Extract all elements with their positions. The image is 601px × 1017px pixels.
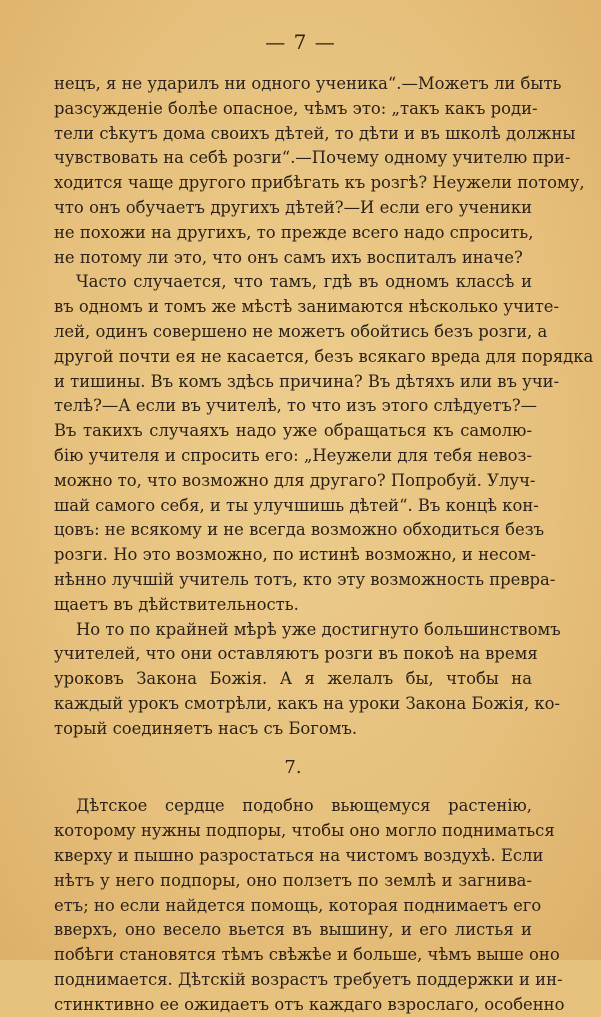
text-line: можно то, что возможно для другаго? Попробуй. Улуч- [54,470,536,490]
text-line: и тишины. Въ комъ здѣсь причина? Въ дѣтяхъ или въ учи- [54,371,560,391]
text-line: чувствовать на себѣ розги“.—Почему одному учителю при- [54,148,571,168]
text-line: розги. Но это возможно, по истинѣ возможно, и несом- [54,545,537,565]
text-line: етъ; но если найдется помощь, которая поднимаетъ его [54,895,542,915]
page-number: — 7 — [265,30,336,54]
text-line: тели сѣкутъ дома своихъ дѣтей, то дѣти и въ школѣ должны [54,123,576,143]
text-line: шай самого себя, и ты улучшишь дѣтей“. Въ концѣ кон- [54,495,539,515]
text-line: не похожи на другихъ, то прежде всего надо спросить, [54,222,534,242]
paragraph-2 [54,270,594,617]
paragraph-3 [54,618,561,742]
text-line: кверху и пышно разростаться на чистомъ воздухѣ. Если [54,845,544,865]
text-line: нѣтъ у него подпоры, оно ползетъ по землѣ и загнива- [54,870,532,890]
text-line: побѣги становятся тѣмъ свѣжѣе и больше, чѣмъ выше оно [54,945,560,965]
text-line: въ одномъ и томъ же мѣстѣ занимаются нѣсколько учите- [54,297,560,317]
text-line: каждый урокъ смотрѣли, какъ на уроки Закона Божія, ко- [54,693,561,713]
text-line: другой почти ея не касается, безъ всякаго вреда для порядка [54,346,594,366]
text-line: нѣнно лучшій учитель тотъ, кто эту возможность превра- [54,569,556,589]
text-line: которому нужны подпоры, чтобы оно могло подниматься [54,821,555,841]
text-line: Въ такихъ случаяхъ надо уже обращаться къ самолю- [54,421,532,441]
text-line: щаетъ въ дѣйствительность. [54,594,299,614]
paragraph-4 [54,794,565,1017]
text-line: Дѣтское сердце подобно вьющемуся растенію, [76,796,532,816]
text-line: стинктивно ее ожидаетъ отъ каждаго взрослаго, особенно [54,994,565,1014]
text-line: нецъ, я не ударилъ ни одного ученика“.—Можетъ ли быть [54,74,562,93]
text-line: телѣ?—А если въ учителѣ, то что изъ этого слѣдуетъ?— [54,396,538,416]
text-line: ходится чаще другого прибѣгать къ розгѣ? Неужели потому, [54,173,585,193]
text-line: Часто случается, что тамъ, гдѣ въ одномъ классѣ и [76,272,532,292]
text-line: лей, одинъ совершено не можетъ обойтись безъ розги, а [54,321,548,341]
text-line: что онъ обучаетъ другихъ дѣтей?—И если его ученики [54,197,532,217]
text-line: вверхъ, оно весело вьется въ вышину, и его листья и [54,920,532,940]
text-line: уроковъ Закона Божія. А я желалъ бы, чтобы на [54,669,532,689]
section-number: 7. [284,756,302,778]
text-line: разсужденіе болѣе опасное, чѣмъ это: „такъ какъ роди- [54,98,538,118]
text-line: не потому ли это, что онъ самъ ихъ воспиталъ иначе? [54,247,523,267]
text-line: Но то по крайней мѣрѣ уже достигнуто большинствомъ [76,619,561,639]
text-line: бію учителя и спросить его: „Неужели для тебя невоз- [54,445,532,465]
text-line: поднимается. Дѣтскій возрастъ требуетъ поддержки и ин- [54,969,563,989]
text-line: торый соединяетъ насъ съ Богомъ. [54,718,358,738]
paragraph-1 [54,72,585,270]
body-text [54,72,594,1017]
text-line: цовъ: не всякому и не всегда возможно обходиться безъ [54,520,545,540]
text-line: учителей, что они оставляютъ розги въ покоѣ на время [54,644,538,664]
